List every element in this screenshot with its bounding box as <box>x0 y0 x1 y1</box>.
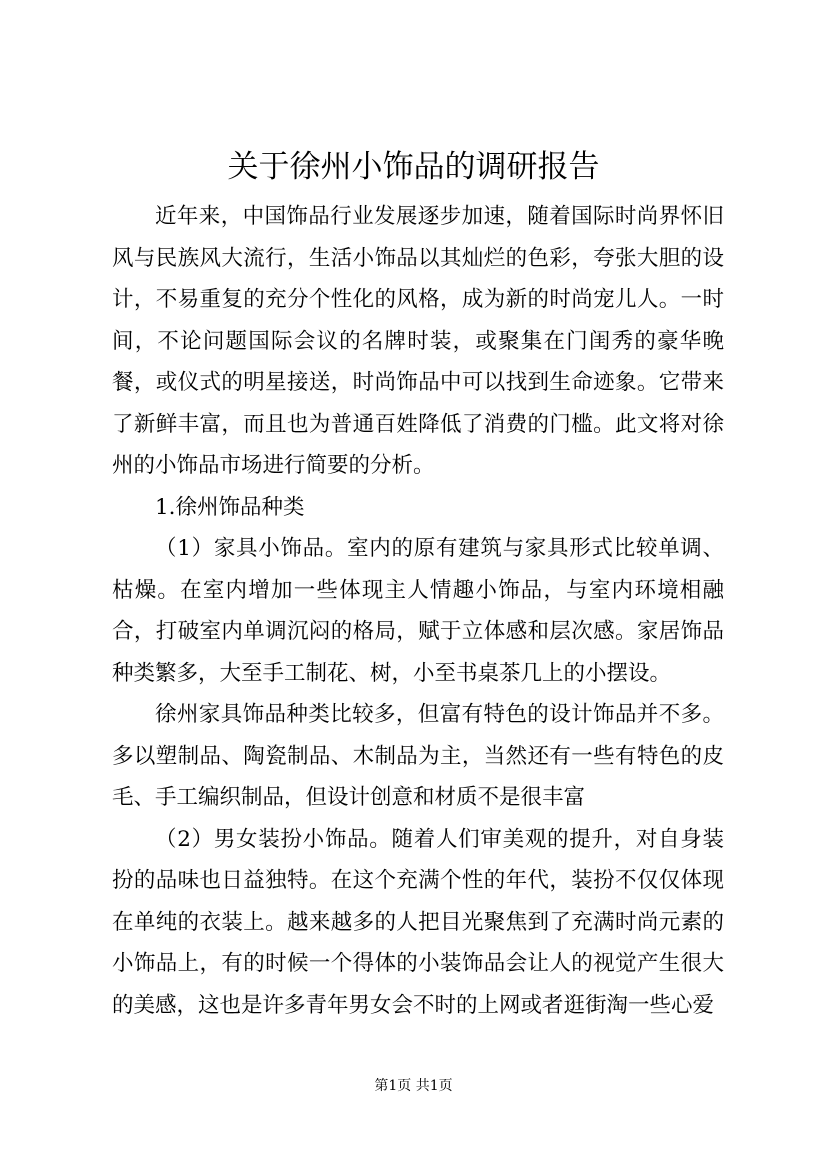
paragraph-xuzhou-home-decor: 徐州家具饰品种类比较多，但富有特色的设计饰品并不多。多以塑制品、陶瓷制品、木制品为主，当然还有一些有特色的皮毛、手工编织制品，但设计创意和材质不是很丰富 <box>112 702 724 810</box>
page-footer: 第1页 共1页 <box>374 1078 453 1094</box>
paragraph-personal-accessories: （2）男女装扮小饰品。随着人们审美观的提升，对自身装扮的品味也日益独特。在这个充满个性的年代，装扮不仅仅体现在单纯的衣装上。越来越多的人把目光聚焦到了充满时尚元素的小饰品上，有的时候一个得体的小装饰品会让人的视觉产生很大的美感，这也是许多青年男女会不时的上网或者逛街淘一些心爱 <box>112 826 724 1018</box>
section-heading-categories: 1.徐州饰品种类 <box>155 494 305 520</box>
paragraph-intro: 近年来，中国饰品行业发展逐步加速，随着国际时尚界怀旧风与民族风大流行，生活小饰品以其灿烂的色彩，夸张大胆的设计，不易重复的充分个性化的风格，成为新的时尚宠儿人。一时间，不论问题国际会议的名牌时装，或聚集在门闺秀的豪华晚餐，或仪式的明星接送，时尚饰品中可以找到生命迹象。它带来了新鲜丰富，而且也为普通百姓降低了消费的门槛。此文将对徐州的小饰品市场进行简要的分析。 <box>112 204 724 478</box>
document-title: 关于徐州小饰品的调研报告 <box>227 149 600 185</box>
paragraph-home-decor: （1）家具小饰品。室内的原有建筑与家具形式比较单调、枯燥。在室内增加一些体现主人情趣小饰品，与室内环境相融合，打破室内单调沉闷的格局，赋于立体感和层次感。家居饰品种类繁多，大至手工制花、树，小至书桌茶几上的小摆设。 <box>112 536 724 686</box>
document-body <box>112 196 724 1026</box>
